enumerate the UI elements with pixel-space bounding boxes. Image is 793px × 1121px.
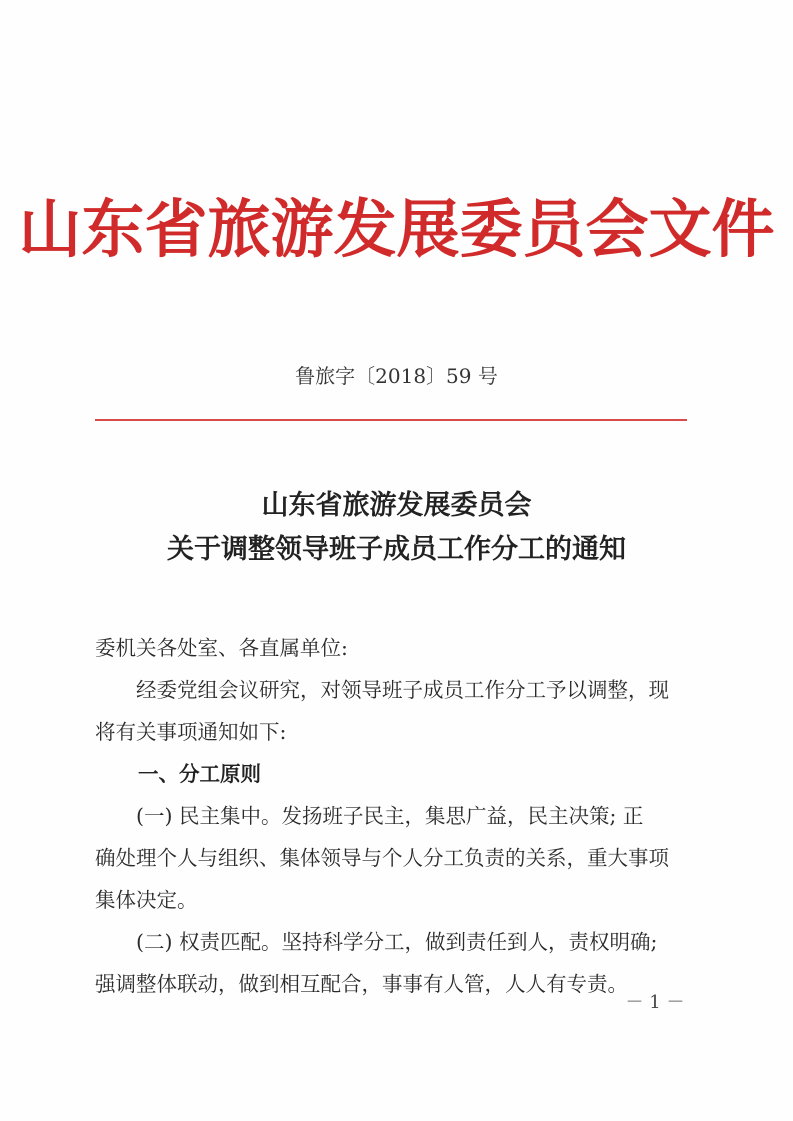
addressee: 委机关各处室、各直属单位:: [95, 636, 348, 660]
notice-title-line-1: 山东省旅游发展委员会: [261, 490, 532, 521]
masthead-title: 山东省旅游发展委员会文件: [18, 193, 775, 266]
item-1-line-2: 确处理个人与组织、集体领导与个人分工负责的关系，重大事项: [95, 846, 669, 870]
item-2-line-1: (二) 权责匹配。坚持科学分工，做到责任到人，责权明确;: [95, 930, 658, 954]
section-heading-1: 一、分工原则: [138, 762, 261, 786]
item-2-line-2: 强调整体联动，做到相互配合，事事有人管，人人有专责。: [95, 972, 628, 996]
item-1-line-1: (一) 民主集中。发扬班子民主，集思广益，民主决策; 正: [95, 804, 644, 828]
notice-title: [0, 484, 793, 572]
notice-title-line-2: 关于调整领导班子成员工作分工的通知: [167, 534, 626, 565]
intro-line-1: 经委党组会议研究，对领导班子成员工作分工予以调整，现: [95, 678, 669, 702]
page-number: － 1 －: [625, 992, 685, 1013]
intro-line-2: 将有关事项通知如下:: [95, 720, 287, 744]
red-separator-line: [95, 419, 687, 421]
item-1-line-3: 集体决定。: [95, 888, 198, 912]
document-number: 鲁旅字〔2018〕59 号: [295, 364, 498, 388]
